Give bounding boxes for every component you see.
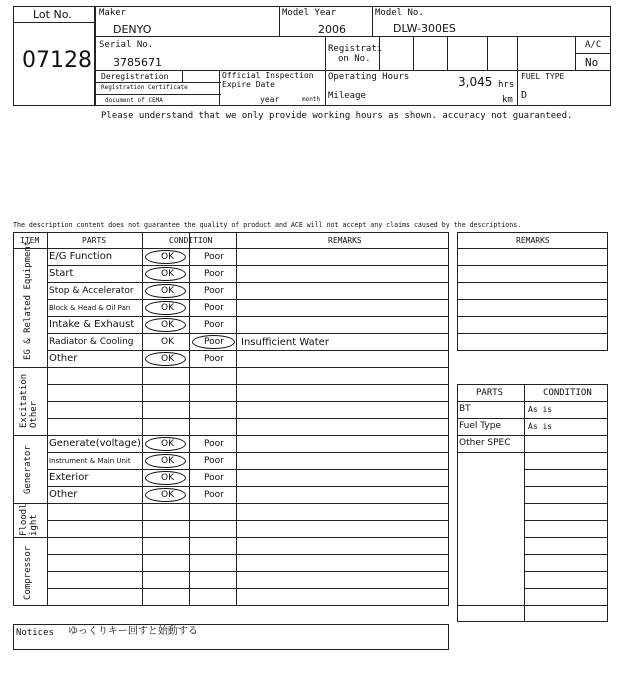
- ok-option[interactable]: OK: [161, 354, 174, 364]
- part-label: Block & Head & Oil Pan: [49, 304, 131, 312]
- ok-option[interactable]: OK: [161, 473, 174, 483]
- inspection-label: Official Inspection: [222, 71, 314, 80]
- selected-ok-mark: [145, 471, 186, 485]
- selected-poor-mark: [192, 335, 235, 349]
- model-no-label: Model No.: [375, 8, 424, 18]
- section-label-floodlight: Floodl: [19, 503, 29, 536]
- ok-option[interactable]: OK: [161, 269, 174, 279]
- model-no-value: DLW-300ES: [393, 22, 456, 35]
- part-label: Stop & Accelerator: [49, 286, 134, 296]
- ok-option[interactable]: OK: [161, 303, 174, 313]
- poor-option[interactable]: Poor: [204, 490, 224, 500]
- part-label: Exterior: [49, 472, 89, 483]
- right-remarks-header: REMARKS: [516, 236, 550, 245]
- part-label: E/G Function: [49, 251, 113, 262]
- poor-option[interactable]: Poor: [204, 337, 224, 347]
- lot-number: 07128: [22, 48, 92, 73]
- part-label: Start: [49, 268, 74, 279]
- fuel-type-label: FUEL TYPE: [521, 72, 565, 81]
- registration-certificate-label: Registration Certificate: [101, 84, 188, 91]
- parts-column-header: PARTS: [476, 388, 504, 398]
- poor-option[interactable]: Poor: [204, 269, 224, 279]
- selected-ok-mark: [145, 437, 186, 451]
- spec-part: Other SPEC: [459, 438, 511, 448]
- item-header: ITEM: [20, 236, 40, 245]
- section-label-excitation: Excitation: [19, 373, 29, 428]
- notices-text: ゆっくりキー回すと始動する: [68, 626, 198, 637]
- poor-option[interactable]: Poor: [204, 286, 224, 296]
- ac-label: A/C: [585, 40, 602, 50]
- year-label: year: [260, 95, 280, 104]
- ok-option[interactable]: OK: [161, 490, 174, 500]
- spec-condition: As is: [528, 405, 553, 414]
- ok-option[interactable]: OK: [161, 286, 174, 296]
- serial-value: 3785671: [113, 56, 162, 69]
- maker-label: Maker: [99, 8, 127, 18]
- ok-option[interactable]: OK: [161, 252, 174, 262]
- km-unit: km: [502, 95, 513, 105]
- ok-option[interactable]: OK: [161, 320, 174, 330]
- deregistration-label: Deregistration: [101, 72, 169, 81]
- registration-label-2: on No.: [338, 54, 371, 64]
- poor-option[interactable]: Poor: [204, 354, 224, 364]
- ac-value: No: [585, 56, 599, 69]
- section-label-floodlight-2: ight: [29, 514, 39, 536]
- ok-option[interactable]: OK: [161, 337, 174, 347]
- section-label-generator: Generator: [23, 445, 33, 494]
- condition-header: CONDITION: [169, 236, 213, 245]
- section-label-eg: EG & Related Equipment: [23, 240, 33, 360]
- hrs-unit: hrs: [498, 80, 515, 90]
- remarks-header: REMARKS: [328, 236, 362, 245]
- poor-option[interactable]: Poor: [204, 303, 224, 313]
- selected-ok-mark: [145, 301, 186, 315]
- selected-ok-mark: [145, 488, 186, 502]
- poor-option[interactable]: Poor: [204, 473, 224, 483]
- lot-label: Lot No.: [33, 8, 72, 21]
- selected-ok-mark: [145, 454, 186, 468]
- notices-label: Notices: [16, 628, 54, 638]
- part-label: Instrument & Main Unit: [49, 457, 131, 465]
- cema-document-label: document of CEMA: [105, 97, 163, 104]
- ok-option[interactable]: OK: [161, 439, 174, 449]
- spec-part: BT: [459, 404, 471, 414]
- section-label-compressor: Compressor: [23, 545, 33, 600]
- maker-value: DENYO: [113, 23, 152, 36]
- selected-ok-mark: [145, 250, 186, 264]
- spec-part: Fuel Type: [459, 421, 501, 431]
- month-label: month: [302, 96, 321, 103]
- spec-condition: As is: [528, 422, 553, 431]
- section-label-excitation-2: Other: [29, 400, 39, 428]
- serial-label: Serial No.: [99, 40, 154, 50]
- selected-ok-mark: [145, 284, 186, 298]
- operating-hours-label: Operating Hours: [328, 72, 410, 82]
- poor-option[interactable]: Poor: [204, 456, 224, 466]
- selected-ok-mark: [145, 352, 186, 366]
- poor-option[interactable]: Poor: [204, 320, 224, 330]
- fuel-type-value: D: [521, 90, 528, 101]
- operating-hours-value: 3,045: [458, 75, 493, 89]
- model-year-label: Model Year: [282, 8, 337, 18]
- inspection-label-2: Expire Date: [222, 80, 275, 89]
- part-label: Other: [49, 353, 78, 364]
- condition-column-header: CONDITION: [543, 388, 592, 398]
- poor-option[interactable]: Poor: [204, 252, 224, 262]
- poor-option[interactable]: Poor: [204, 439, 224, 449]
- mileage-label: Mileage: [328, 91, 366, 101]
- disclaimer: The description content does not guarantee the quality of product and ACE will not accept any claims caused by the descriptions.: [13, 221, 522, 229]
- selected-ok-mark: [145, 267, 186, 281]
- part-label: Radiator & Cooling: [49, 337, 134, 347]
- selected-ok-mark: [145, 318, 186, 332]
- part-label: Generate(voltage): [49, 438, 141, 449]
- hours-note: Please understand that we only provide working hours as shown. accuracy not guaranteed.: [101, 111, 573, 121]
- ok-option[interactable]: OK: [161, 456, 174, 466]
- remark-text: Insufficient Water: [241, 337, 329, 348]
- part-label: Other: [49, 489, 78, 500]
- registration-label: Registrati: [328, 44, 383, 54]
- model-year-value: 2006: [318, 23, 346, 36]
- part-label: Intake & Exhaust: [49, 319, 135, 330]
- parts-header: PARTS: [82, 236, 107, 245]
